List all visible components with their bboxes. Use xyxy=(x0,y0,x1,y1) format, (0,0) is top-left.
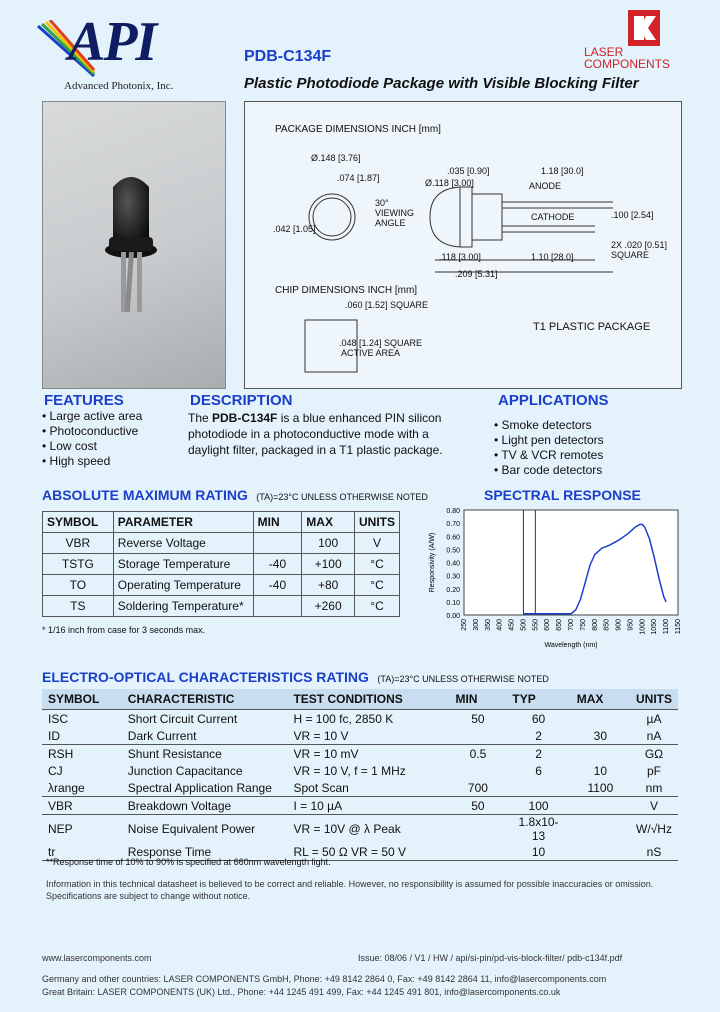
disclaimer: Information in this technical datasheet is believed to be correct and reliable. However, no responsibility is assumed for possible inaccuracies or omission. Specifications are subject to change without notice. xyxy=(46,879,654,901)
dim-d4: 1.18 [30.0] xyxy=(541,166,584,176)
dim-d7: .100 [2.54] xyxy=(611,210,654,220)
application-item: • Light pen detectors xyxy=(494,433,604,448)
package-dimensions-title: PACKAGE DIMENSIONS INCH [mm] xyxy=(275,124,441,135)
chart-y-tick-label: 0.50 xyxy=(446,547,460,555)
chart-x-tick-label: 400 xyxy=(496,619,504,631)
chart-y-tick-label: 0.80 xyxy=(446,508,460,515)
lc-logo-line1: LASER xyxy=(584,45,624,59)
dim-anode: ANODE xyxy=(529,181,562,191)
table-row: RSH Shunt Resistance VR = 10 mV 0.5 2 GΩ xyxy=(42,745,678,763)
dimensions-panel xyxy=(244,101,682,389)
application-item: • Bar code detectors xyxy=(494,463,604,478)
description-text: The PDB-C134F is a blue enhanced PIN silicon photodiode in a photoconductive mode with a daylight filter, packaged in a T1 plastic package. xyxy=(188,411,443,457)
application-item: • Smoke detectors xyxy=(494,418,604,433)
amr-footnote: * 1/16 inch from case for 3 seconds max. xyxy=(42,625,206,635)
chart-x-tick-label: 650 xyxy=(556,619,564,631)
chart-x-tick-label: 900 xyxy=(615,619,623,631)
chart-x-tick-label: 1000 xyxy=(639,619,647,635)
footer-issue: Issue: 08/06 / V1 / HW / api/si-pin/pd-vis-block-filter/ pdb-c134f.pdf xyxy=(358,953,623,963)
table-row: ID Dark Current VR = 10 V 2 30 nA xyxy=(48,728,662,743)
amr-note: (TA)=23°C UNLESS OTHERWISE NOTED xyxy=(256,492,428,502)
footer-britain: Great Britain: LASER COMPONENTS (UK) Ltd., Phone: +44 1245 491 499, Fax: +44 1245 491 801, info@lasercomponents.co.uk xyxy=(42,987,561,997)
eo-heading xyxy=(42,669,549,687)
chart-x-tick-label: 250 xyxy=(461,619,468,631)
feature-item: • Photoconductive xyxy=(42,424,142,439)
laser-components-logo xyxy=(584,4,684,74)
chart-x-tick-label: 450 xyxy=(508,619,516,631)
dim-d2: .074 [1.87] xyxy=(337,173,380,183)
api-logo xyxy=(36,11,196,96)
amr-heading xyxy=(42,487,428,505)
lc-logo-line2: COMPONENTS xyxy=(584,57,671,71)
dim-d3: .035 [0.90] xyxy=(447,166,490,176)
table-row: TS Soldering Temperature* +260 °C xyxy=(43,596,400,617)
dim-viewing-angle: 30° VIEWING ANGLE xyxy=(375,198,415,228)
chart-y-axis-label: Responsivity (A/W) xyxy=(429,532,436,593)
api-logo-subtext: Advanced Photonix, Inc. xyxy=(64,80,174,92)
dim-d9: .118 [3.00] xyxy=(439,252,481,262)
features-list xyxy=(42,409,142,469)
t1-package-label: T1 PLASTIC PACKAGE xyxy=(533,321,651,333)
part-number-title: PDB-C134F xyxy=(244,48,332,65)
chart-y-tick-label: 0.60 xyxy=(446,534,460,542)
eo-header-row: SYMBOL CHARACTERISTIC TEST CONDITIONS MIN TYP MAX UNITS xyxy=(42,689,678,710)
table-row: VBR Breakdown Voltage I = 10 µA 50 100 V xyxy=(42,797,678,815)
table-row: λrange Spectral Application Range Spot Scan 700 1100 nm xyxy=(48,780,663,795)
chart-x-tick-label: 800 xyxy=(591,619,599,631)
amr-table xyxy=(42,511,400,617)
chart-plot-area xyxy=(464,510,678,615)
eo-table xyxy=(42,689,678,861)
dim-d5: Ø.118 [3.00] xyxy=(425,178,474,188)
dim-d1: Ø.148 [3.76] xyxy=(311,153,361,163)
chart-x-tick-label: 1100 xyxy=(663,619,671,635)
table-row: CJ Junction Capacitance VR = 10 V, f = 1 MHz 6 10 pF xyxy=(48,763,661,778)
product-photo xyxy=(42,101,226,389)
table-row: ISC Short Circuit Current H = 100 fc, 2850 K 50 60 µA xyxy=(42,710,678,728)
applications-list xyxy=(494,418,604,478)
amr-title: ABSOLUTE MAXIMUM RATING xyxy=(42,487,248,503)
chart-x-tick-label: 950 xyxy=(627,619,635,631)
chart-y-tick-label: 0.40 xyxy=(446,560,460,568)
dim-d11: .209 [5.31] xyxy=(455,269,498,279)
dim-d10: 1.10 [28.0] xyxy=(531,252,574,262)
eo-footnote: **Response time of 10% to 90% is specified at 660nm wavelength light. xyxy=(46,857,331,867)
chart-y-tick-label: 0.30 xyxy=(446,573,460,581)
feature-item: • High speed xyxy=(42,454,142,469)
chart-y-tick-label: 0.70 xyxy=(446,521,460,529)
chart-x-tick-label: 600 xyxy=(544,619,552,631)
description-title: DESCRIPTION xyxy=(190,392,293,409)
description-part: PDB-C134F xyxy=(212,411,278,425)
chart-x-tick-label: 1050 xyxy=(651,619,659,635)
dim-cathode: CATHODE xyxy=(531,212,575,222)
features-title: FEATURES xyxy=(44,392,124,409)
chart-y-tick-label: 0.00 xyxy=(446,613,460,620)
table-row: TSTG Storage Temperature -40 +100 °C xyxy=(43,554,400,575)
table-row: TO Operating Temperature -40 +80 °C xyxy=(43,575,400,596)
chart-x-tick-label: 850 xyxy=(603,619,611,631)
footer-germany: Germany and other countries: LASER COMPONENTS GmbH, Phone: +49 8142 2864 0, Fax: +49 8142 2864 11, info@lasercomponents.com xyxy=(42,974,607,984)
footer-website[interactable]: www.lasercomponents.com xyxy=(42,953,152,963)
feature-item: • Low cost xyxy=(42,439,142,454)
table-row: tr Response Time RL = 50 Ω VR = 50 V 10 nS xyxy=(42,843,678,861)
chart-x-tick-label: 500 xyxy=(520,619,528,631)
chart-x-tick-label: 300 xyxy=(472,619,480,631)
feature-item: • Large active area xyxy=(42,409,142,424)
eo-title: ELECTRO-OPTICAL CHARACTERISTICS RATING xyxy=(42,669,369,685)
spectral-response-chart xyxy=(424,500,688,656)
chart-y-tick-label: 0.10 xyxy=(446,599,460,607)
table-row: NEP Noise Equivalent Power VR = 10V @ λ Peak 1.8x10-13 W/√Hz xyxy=(42,815,678,844)
chip-dim-3: ACTIVE AREA xyxy=(341,348,401,358)
chart-x-tick-label: 350 xyxy=(484,619,492,631)
photodiode-image xyxy=(43,102,225,388)
chart-y-tick-label: 0.20 xyxy=(446,586,460,594)
table-row: VBR Reverse Voltage 100 V xyxy=(43,533,400,554)
page-subtitle: Plastic Photodiode Package with Visible Blocking Filter xyxy=(244,75,639,92)
dim-d6: .042 [1.05] xyxy=(273,224,316,234)
chart-x-tick-label: 700 xyxy=(568,619,575,631)
chip-dimensions-title: CHIP DIMENSIONS INCH [mm] xyxy=(275,285,418,296)
chip-dim-2: .048 [1.24] SQUARE xyxy=(339,338,423,348)
chart-x-tick-label: 1150 xyxy=(675,619,682,635)
chart-x-tick-label: 750 xyxy=(579,619,587,631)
laser-components-mark-icon xyxy=(622,4,662,48)
application-item: • TV & VCR remotes xyxy=(494,448,604,463)
chart-x-axis-label: Wavelength (nm) xyxy=(544,642,598,649)
dim-d8: 2X .020 [0.51] SQUARE xyxy=(611,240,668,260)
api-logo-text: API xyxy=(68,11,156,73)
eo-note: (TA)=23°C UNLESS OTHERWISE NOTED xyxy=(377,674,549,684)
chip-dim-1: .060 [1.52] SQUARE xyxy=(345,300,429,310)
amr-header-row: SYMBOL PARAMETER MIN MAX UNITS xyxy=(43,512,400,533)
spectral-title: SPECTRAL RESPONSE xyxy=(484,487,641,503)
chart-x-tick-label: 550 xyxy=(532,619,540,631)
applications-title: APPLICATIONS xyxy=(498,392,609,409)
